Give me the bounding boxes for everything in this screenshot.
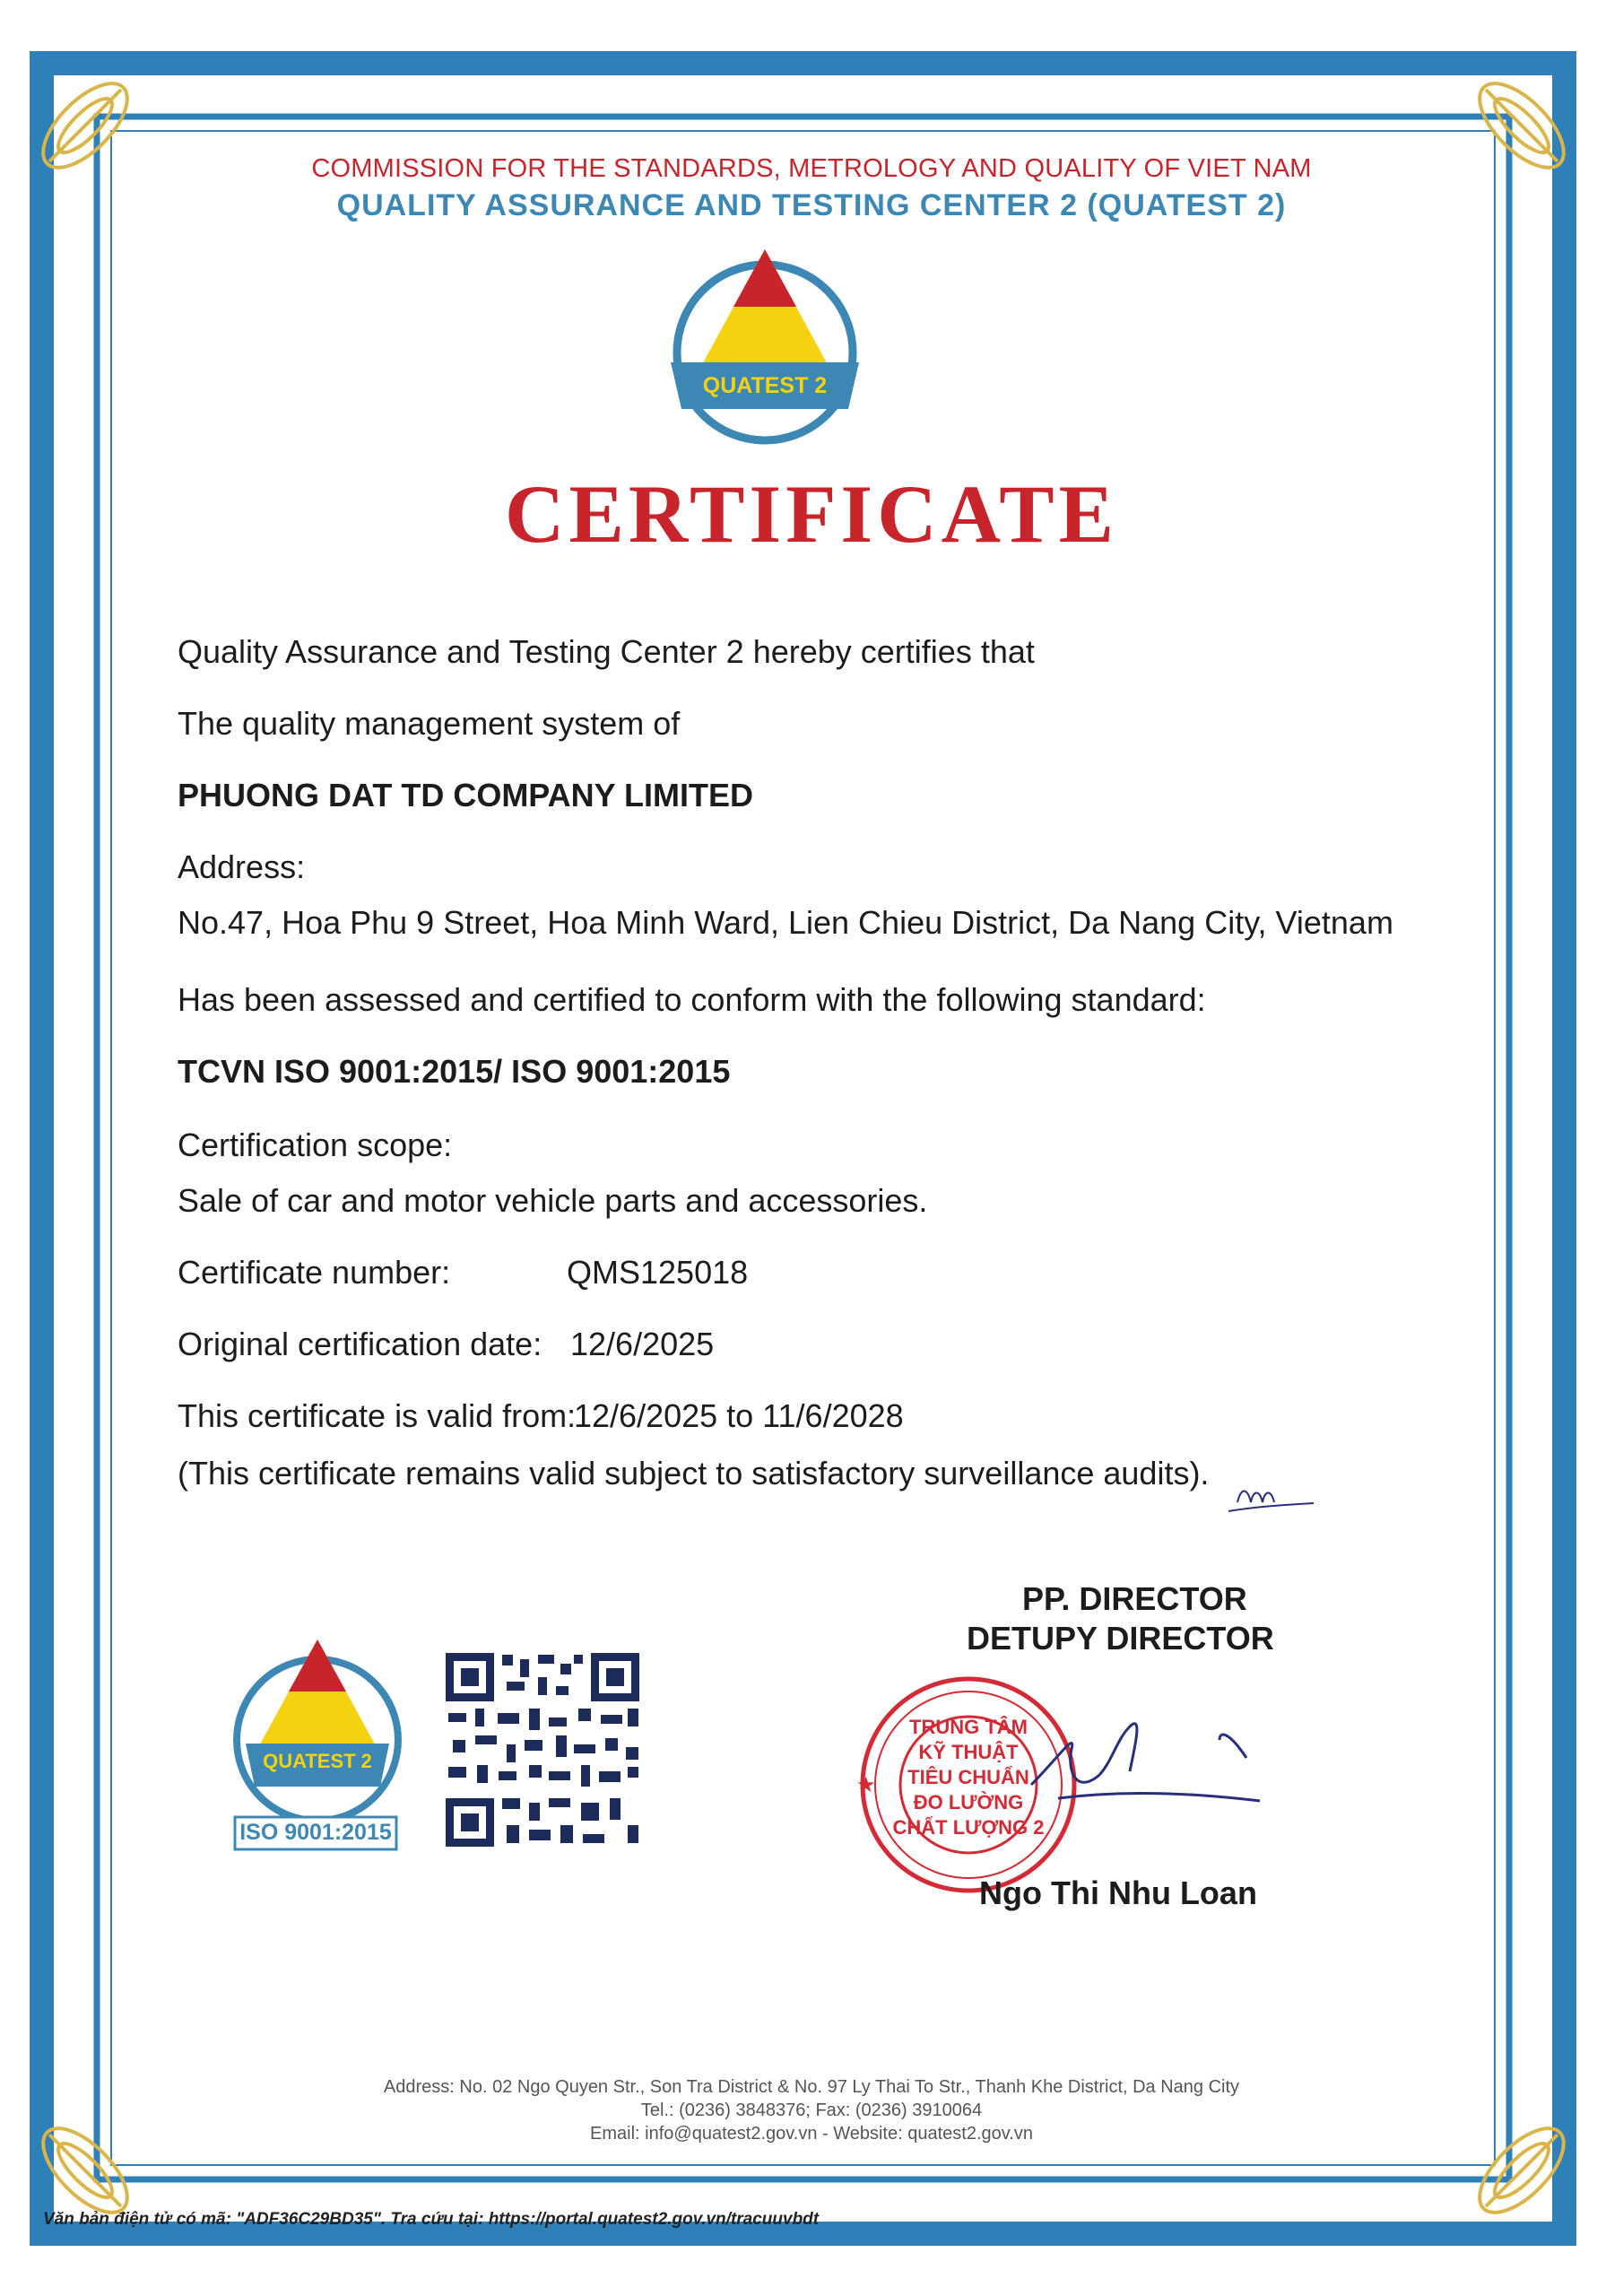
stamp-text — [879, 1715, 1058, 1840]
stamp-line: ĐO LƯỜNG — [913, 1791, 1024, 1813]
assessed-line: Has been assessed and certified to conform with the following standard: — [178, 981, 1206, 1018]
stamp-line: KỸ THUẬT — [918, 1741, 1019, 1763]
scope-text: Sale of car and motor vehicle parts and accessories. — [178, 1182, 928, 1219]
qms-line: The quality management system of — [178, 705, 681, 742]
scope-label: Certification scope: — [178, 1126, 453, 1163]
orig-date-value: 12/6/2025 — [570, 1326, 715, 1362]
qr-code-icon — [446, 1653, 639, 1847]
center-heading: QUALITY ASSURANCE AND TESTING CENTER 2 (QUATEST 2) — [336, 188, 1287, 222]
company-name: PHUONG DAT TD COMPANY LIMITED — [178, 777, 753, 813]
standard: TCVN ISO 9001:2015/ ISO 9001:2015 — [178, 1053, 731, 1090]
logo-label: QUATEST 2 — [702, 373, 828, 398]
deputy-director: DETUPY DIRECTOR — [967, 1620, 1274, 1657]
footer-phone: Tel.: (0236) 3848376; Fax: (0236) 3910064 — [640, 2100, 983, 2120]
svg-text:★: ★ — [856, 1773, 876, 1797]
stamp-line: TIÊU CHUẨN — [907, 1766, 1029, 1788]
bottom-logo-label: QUATEST 2 — [263, 1750, 372, 1772]
stamp-line: CHẤT LƯỢNG 2 — [892, 1816, 1045, 1839]
footer-address: Address: No. 02 Ngo Quyen Str., Son Tra District & No. 97 Ly Thai To Str., Thanh Khe District, Da Nang City — [383, 2077, 1240, 2097]
certificate-title: CERTIFICATE — [505, 468, 1118, 560]
company-address: No.47, Hoa Phu 9 Street, Hoa Minh Ward, Lien Chieu District, Da Nang City, Vietnam — [178, 904, 1393, 941]
cert-number-label: Certificate number: — [178, 1254, 451, 1291]
orig-date-label: Original certification date: — [178, 1326, 542, 1362]
stamp-line: TRUNG TÂM — [909, 1716, 1028, 1738]
signatory-name: Ngo Thi Nhu Loan — [979, 1874, 1257, 1911]
iso-badge: ISO 9001:2015 — [239, 1820, 392, 1845]
cert-number-value: QMS125018 — [567, 1254, 749, 1291]
address-label: Address: — [178, 848, 306, 885]
valid-label: This certificate is valid from: — [178, 1397, 577, 1434]
footer-email: Email: info@quatest2.gov.vn - Website: quatest2.gov.vn — [590, 2124, 1033, 2144]
surveillance-note: (This certificate remains valid subject to satisfactory surveillance audits). — [178, 1455, 1210, 1492]
commission-heading: COMMISSION FOR THE STANDARDS, METROLOGY AND QUALITY OF VIET NAM — [311, 154, 1312, 183]
certifies-line: Quality Assurance and Testing Center 2 hereby certifies that — [178, 633, 1035, 670]
valid-range: 12/6/2025 to 11/6/2028 — [574, 1397, 904, 1434]
verification-note: Văn bản điện tử có mã: "ADF36C29BD35". Tra cứu tại: https://portal.quatest2.gov.vn/tracuuvbdt — [43, 2210, 820, 2229]
pp-director: PP. DIRECTOR — [1022, 1580, 1247, 1617]
